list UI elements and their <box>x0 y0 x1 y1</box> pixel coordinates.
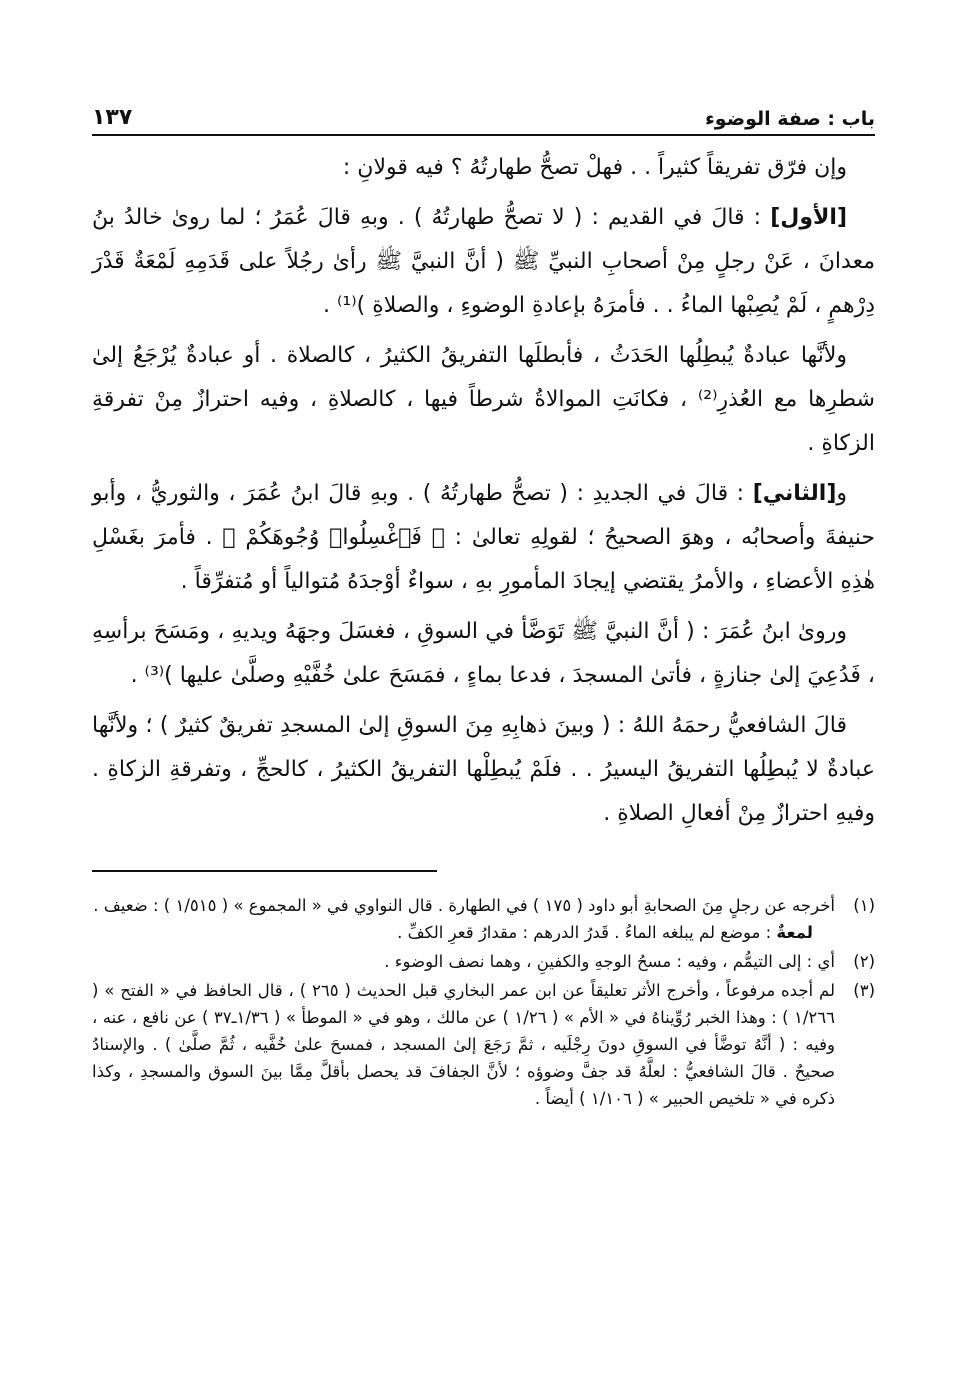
footnote-body <box>92 892 835 946</box>
paragraph-shafii: قالَ الشافعيُّ رحمَهُ اللهُ : ( وبينَ ذهابِهِ مِنَ السوقِ إلىٰ المسجدِ تفريقٌ كثيرٌ ) ؛ ولأنَّها عبادةٌ لا يُبطِلُها التفريقُ اليسيرُ . . فلَمْ يُبطِلْها التفريقُ الكثيرُ ، كالحجِّ ، وتفرقةِ الزكاةِ . وفيهِ احترازٌ مِنْ أفعالِ الصلاةِ . <box>92 713 875 826</box>
footnote-text: أي : إلى التيمُّم ، وفيه : مسحُ الوجهِ والكفينِ ، وهما نصف الوضوء . <box>384 952 835 971</box>
gloss-term: لمعةٌ <box>776 923 813 942</box>
footnote-number: (٣) <box>853 981 875 1000</box>
footnote-1 <box>92 892 875 946</box>
page-header <box>92 88 875 136</box>
main-text <box>92 146 875 836</box>
footnotes <box>92 892 875 1112</box>
paragraph-intro: وإن فرّق تفريقاً كثيراً . . فهلْ تصحُّ طهارتُهُ ؟ فيه قولانِ : <box>342 155 847 180</box>
second-opinion-text: : قالَ في الجديدِ : ( تصحُّ طهارتُهُ ) . وبهِ قالَ ابنُ عُمَرَ ، والثوريُّ ، وأبو حنيفةَ وأصحابُه ، وهوَ الصحيحُ ؛ لقولِهِ تعالىٰ : ﴿ فَٱغْسِلُوا۟ وُجُوهَكُمْ ﴾ . فأمرَ بغَسْلِ هٰذِهِ الأعضاءِ ، والأمرُ يقتضي إيجادَ المأمورِ بهِ ، سواءٌ أوْجدَهُ مُتوالياً أو مُتفرِّقاً . <box>92 481 875 594</box>
running-title: باب : صفة الوضوء <box>705 108 875 130</box>
second-opinion-label: [الثاني] <box>752 481 837 506</box>
footnote-number: (٢) <box>853 952 875 971</box>
paragraph-reasoning: ولأنَّها عبادةٌ يُبطِلُها الحَدَثُ ، فأبطلَها التفريقُ الكثيرُ ، كالصلاة . أو عبادةٌ يُرْجَعُ إلىٰ شطرِها مع العُذرِ⁽²⁾ ، فكانَتِ الموالاةُ شرطاً فيها ، كالصلاةِ ، وفيه احترازٌ مِنْ تفرقةِ الزكاةِ . <box>92 343 875 456</box>
first-opinion-text: : قالَ في القديم : ( لا تصحُّ طهارتُهُ ) . وبهِ قالَ عُمَرُ ؛ لما روىٰ خالدُ بنُ معدانَ ، عَنْ رجلٍ مِنْ أصحابِ النبيِّ ﷺ ( أنَّ النبيَّ ﷺ رأىٰ رجُلاً على قَدَمِهِ لَمْعَةٌ قَدْرَ دِرْهمٍ ، لَمْ يُصِبْها الماءُ . . فأمرَهُ بإعادةِ الوضوءِ ، والصلاةِ )⁽¹⁾ . <box>92 205 875 318</box>
gloss-text: : موضع لم يبلغه الماءُ . قَدرُ الدرهم : مقدارُ قعرِ الكفِّ . <box>397 923 777 942</box>
second-opinion-prefix: و <box>836 481 847 506</box>
footnote-2 <box>92 948 875 975</box>
paragraph-second-opinion <box>92 472 875 604</box>
footnote-number: (١) <box>853 896 875 915</box>
footnote-gloss <box>92 919 835 946</box>
footnote-text: أخرجه عن رجلٍ مِنَ الصحابةِ أبو داود ( ١٧٥ ) في الطهارة . قال النواوي في « المجموع » ( ١/٥١٥ ) : ضعيف . <box>93 896 835 915</box>
first-opinion-label: [الأول] <box>770 205 847 230</box>
page-number: ١٣٧ <box>92 105 133 130</box>
footnote-separator <box>92 870 437 872</box>
footnote-3 <box>92 977 875 1112</box>
paragraph-first-opinion <box>92 196 875 328</box>
footnote-text: لم أجده مرفوعاً ، وأخرج الأثر تعليقاً عن ابن عمر البخاري قبل الحديث ( ٢٦٥ ) ، قال الحافظ في « الفتح » ( ١/٢٦٦ ) : وهذا الخبر رُوِّيناهُ في « الأم » ( ١/٢٦ ) عن مالك ، وهو في « الموطأ » ( ١/٣٦ـ٣٧ ) عن نافع ، عنه ، وفيه : ( أنَّهُ توضَّأ في السوقِ دونَ رِجْلَيه ، ثمَّ رَجَعَ إلىٰ المسجد ، فمسحَ علىٰ خُفَّيه ، ثُمَّ صلَّىٰ ) . والإسنادُ صحيحٌ . قالَ الشافعيُّ : لعلَّهُ قد جفَّ وضوؤه ؛ لأنَّ الجفافَ قد يحصل بأقلَّ مِمَّا بينَ السوق والمسجدِ ، وكذا ذكره في « تلخيص الحبير » ( ١/١٠٦ ) أيضاً . <box>92 981 835 1108</box>
paragraph-narration: وروىٰ ابنُ عُمَرَ : ( أنَّ النبيَّ ﷺ تَوَضَّأ في السوقِ ، فغسَلَ وجهَهُ ويديهِ ، ومَسَحَ برأسِهِ ، فَدُعِيَ إلىٰ جنازةٍ ، فأتىٰ المسجدَ ، فدعا بماءٍ ، فمَسَحَ علىٰ خُفَّيْهِ وصلَّىٰ عليها )⁽³⁾ . <box>92 619 875 688</box>
